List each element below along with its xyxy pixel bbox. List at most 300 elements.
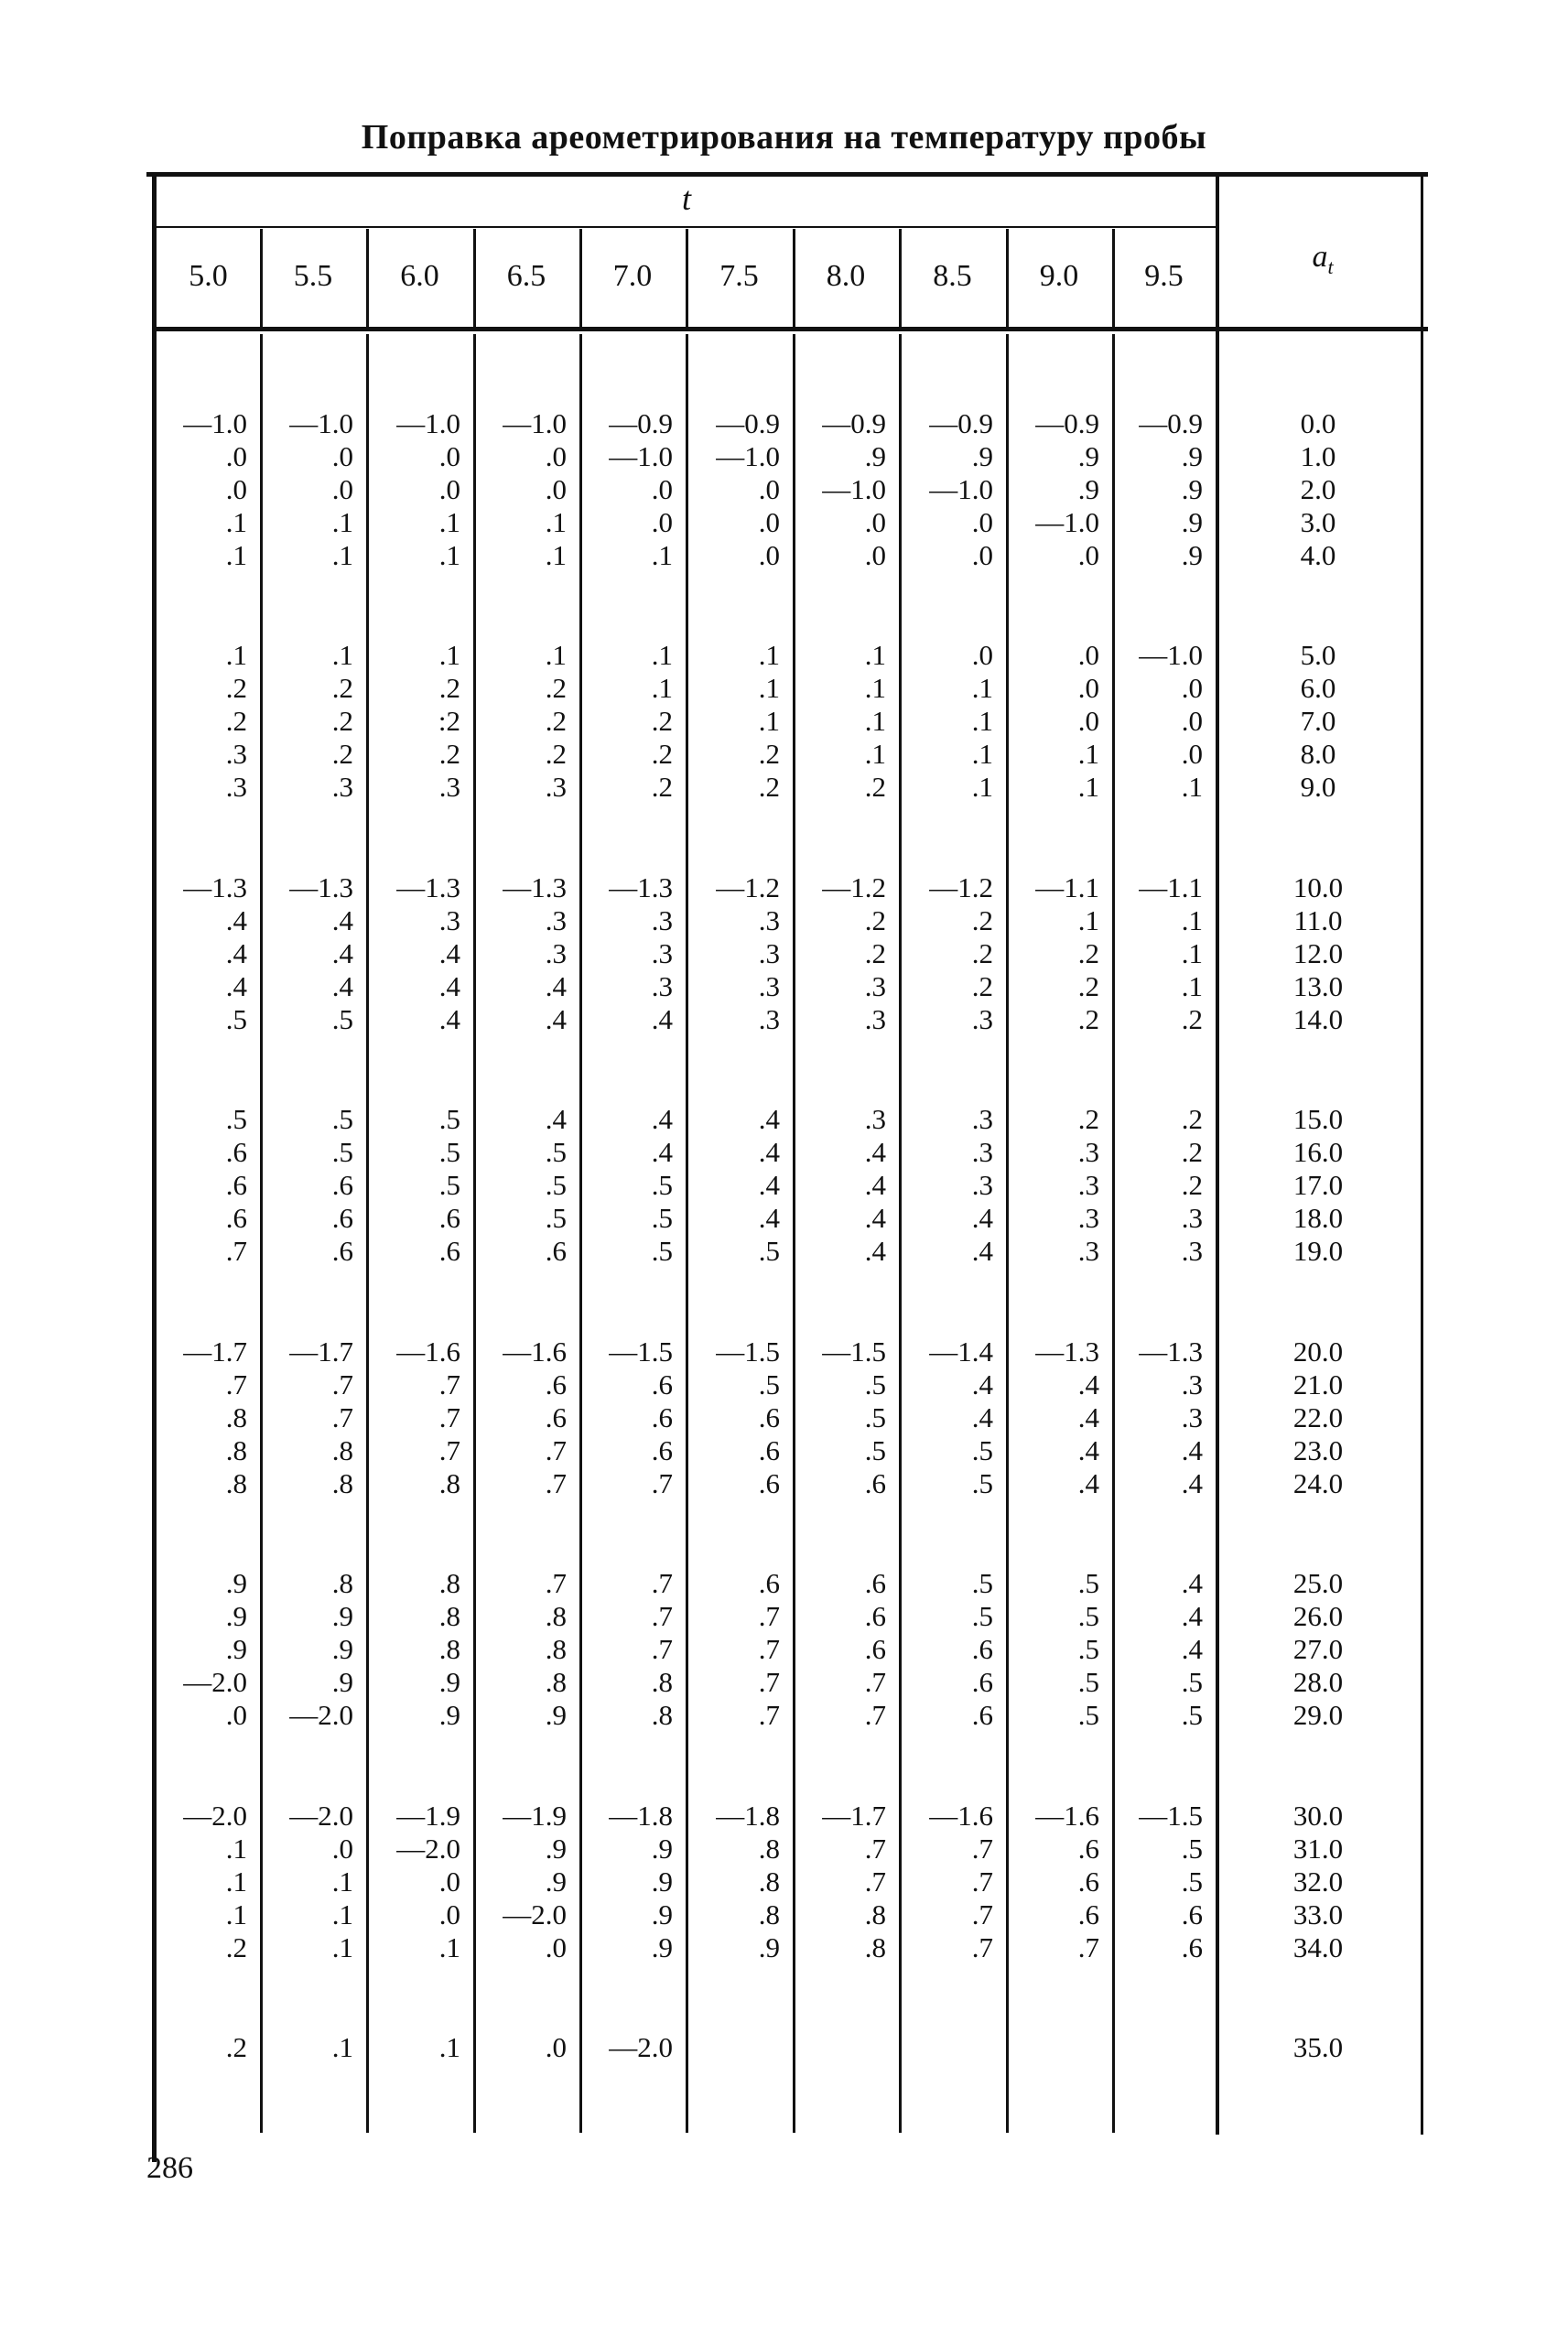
table-cell: .2 — [758, 771, 780, 803]
table-cell: —1.3 — [1139, 1336, 1203, 1368]
value-column-block — [1112, 2031, 1203, 2064]
value-column-block — [157, 1800, 247, 1964]
table-cell: .8 — [438, 1633, 460, 1665]
table-cell: —1.9 — [396, 1800, 460, 1832]
value-column-block — [686, 1567, 780, 1732]
at-header-sub: t — [1327, 254, 1334, 278]
table-cell: .4 — [651, 1136, 673, 1168]
table-cell: .7 — [864, 1865, 886, 1898]
table-cell: .8 — [545, 1600, 567, 1632]
table-cell: .4 — [651, 1003, 673, 1035]
table-cell: .1 — [1181, 970, 1203, 1002]
table-cell: .6 — [545, 1235, 567, 1267]
table-cell: .8 — [438, 1600, 460, 1632]
table-cell: .7 — [758, 1633, 780, 1665]
table-cell: .3 — [971, 1003, 993, 1035]
table-cell: .1 — [545, 639, 567, 671]
table-cell: .0 — [1077, 672, 1099, 704]
table-cell: .1 — [1077, 904, 1099, 936]
table-cell: .2 — [651, 738, 673, 770]
table-cell: .7 — [864, 1699, 886, 1731]
table-cell: .9 — [438, 1666, 460, 1698]
table-cell: —1.9 — [503, 1800, 567, 1832]
table-cell: —1.1 — [1139, 871, 1203, 903]
table-cell: .1 — [331, 539, 353, 571]
table-cell: .6 — [864, 1467, 886, 1499]
table-cell: .0 — [545, 2031, 567, 2063]
table-cell: .4 — [1181, 1633, 1203, 1665]
table-cell: .2 — [225, 2031, 247, 2063]
table-cell: .4 — [758, 1202, 780, 1234]
table-cell: .7 — [545, 1434, 567, 1466]
value-column-block — [793, 1103, 886, 1268]
table-cell: .6 — [331, 1235, 353, 1267]
table-cell: .1 — [438, 1931, 460, 1963]
table-cell: .3 — [1077, 1136, 1099, 1168]
value-column-block — [1006, 1336, 1099, 1500]
table-cell: .4 — [864, 1235, 886, 1267]
table-cell: .1 — [331, 1931, 353, 1963]
value-column-block — [793, 2031, 886, 2064]
value-column-block — [1112, 407, 1203, 572]
at-cell: 27.0 — [1292, 1633, 1344, 1665]
table-cell: .8 — [438, 1467, 460, 1499]
table-cell: .3 — [758, 970, 780, 1002]
table-cell: .2 — [225, 672, 247, 704]
table-cell: .1 — [1181, 937, 1203, 969]
table-cell: .2 — [331, 705, 353, 737]
at-cell: 2.0 — [1300, 473, 1336, 505]
table-cell: .8 — [864, 1931, 886, 1963]
table-cell: —1.7 — [183, 1336, 247, 1368]
table-cell: .3 — [545, 937, 567, 969]
table-cell: .1 — [758, 639, 780, 671]
table-cell: .1 — [545, 539, 567, 571]
at-header — [1263, 240, 1382, 279]
table-cell: .1 — [971, 672, 993, 704]
table-cell: .3 — [1181, 1202, 1203, 1234]
table-cell: .0 — [331, 1833, 353, 1865]
table-cell: —1.5 — [822, 1336, 886, 1368]
table-cell: .5 — [971, 1467, 993, 1499]
table-cell: .1 — [225, 506, 247, 538]
value-column-block — [899, 2031, 993, 2064]
value-column-block — [366, 407, 460, 572]
table-cell: .0 — [864, 539, 886, 571]
page-number: 286 — [146, 2151, 193, 2185]
table-cell: .4 — [438, 1003, 460, 1035]
table-cell: —1.0 — [609, 440, 673, 472]
table-cell: .1 — [651, 539, 673, 571]
table-cell: —1.8 — [609, 1800, 673, 1832]
table-cell: .5 — [545, 1202, 567, 1234]
value-column-block — [260, 1336, 353, 1500]
table-cell: .1 — [758, 705, 780, 737]
value-column-block — [686, 1103, 780, 1268]
table-cell: .6 — [331, 1202, 353, 1234]
table-cell: .4 — [545, 970, 567, 1002]
table-cell: —1.0 — [1035, 506, 1099, 538]
table-cell: .8 — [651, 1666, 673, 1698]
at-cell: 18.0 — [1292, 1202, 1344, 1234]
table-cell: .3 — [1181, 1401, 1203, 1433]
table-cell: .8 — [225, 1401, 247, 1433]
table-cell: .5 — [225, 1003, 247, 1035]
table-cell: .3 — [758, 1003, 780, 1035]
table-cell: —1.3 — [1035, 1336, 1099, 1368]
table-cell: —1.0 — [929, 473, 993, 505]
table-cell: .5 — [864, 1401, 886, 1433]
table-cell: .5 — [438, 1136, 460, 1168]
table-cell: .7 — [651, 1467, 673, 1499]
table-cell: —2.0 — [396, 1833, 460, 1865]
table-cell: .1 — [864, 705, 886, 737]
t-header-rule — [156, 226, 1217, 228]
table-cell: .2 — [545, 738, 567, 770]
at-cell: 9.0 — [1300, 771, 1336, 803]
table-cell: .6 — [1077, 1898, 1099, 1930]
table-cell: .3 — [758, 937, 780, 969]
t-column-header: 6.5 — [506, 259, 546, 293]
table-cell: .5 — [1181, 1833, 1203, 1865]
value-column-block — [473, 871, 567, 1036]
table-title: Поправка ареометрирования на температуру пробы — [361, 118, 1207, 157]
table-cell: .7 — [971, 1931, 993, 1963]
t-column-header: 7.5 — [719, 259, 759, 293]
t-column-header: 6.0 — [400, 259, 439, 293]
at-cell: 32.0 — [1292, 1865, 1344, 1898]
table-cell: .4 — [545, 1003, 567, 1035]
table-cell: .0 — [758, 539, 780, 571]
at-cell: 8.0 — [1300, 738, 1336, 770]
value-column-block — [1112, 1800, 1203, 1964]
table-cell: .4 — [331, 937, 353, 969]
at-cell: 29.0 — [1292, 1699, 1344, 1731]
table-cell: .0 — [864, 506, 886, 538]
table-cell: —1.5 — [716, 1336, 780, 1368]
value-column-block — [1112, 1336, 1203, 1500]
at-cell: 34.0 — [1292, 1931, 1344, 1963]
value-column-block — [157, 1567, 247, 1732]
table-cell: .7 — [651, 1633, 673, 1665]
table-cell: .5 — [225, 1103, 247, 1135]
value-column-block — [260, 639, 353, 804]
table-cell: .4 — [1077, 1368, 1099, 1400]
table-cell: .4 — [864, 1169, 886, 1201]
table-cell: —1.2 — [929, 871, 993, 903]
table-cell: .7 — [758, 1699, 780, 1731]
value-column-block — [899, 1103, 993, 1268]
table-cell: .1 — [1181, 771, 1203, 803]
table-cell: .3 — [864, 1103, 886, 1135]
table-cell: .4 — [225, 970, 247, 1002]
at-cell: 16.0 — [1292, 1136, 1344, 1168]
table-cell: .5 — [971, 1567, 993, 1599]
table-cell: —1.0 — [1139, 639, 1203, 671]
table-cell: .7 — [971, 1833, 993, 1865]
table-cell: .7 — [331, 1368, 353, 1400]
t-column-header: 9.5 — [1144, 259, 1184, 293]
table-cell: .2 — [864, 904, 886, 936]
table-cell: .8 — [225, 1467, 247, 1499]
value-column-block — [793, 871, 886, 1036]
at-column-block — [1254, 871, 1382, 1036]
table-cell: .2 — [545, 705, 567, 737]
table-cell: .6 — [864, 1567, 886, 1599]
table-cell: .2 — [438, 672, 460, 704]
at-header-main: a — [1312, 240, 1328, 274]
table-cell: .3 — [1181, 1235, 1203, 1267]
table-cell: .5 — [651, 1169, 673, 1201]
at-column-block — [1254, 1800, 1382, 1964]
value-column-block — [686, 871, 780, 1036]
table-cell: .7 — [758, 1600, 780, 1632]
table-cell: .3 — [438, 771, 460, 803]
value-column-block — [793, 639, 886, 804]
table-cell: .0 — [1077, 705, 1099, 737]
table-cell: .1 — [971, 771, 993, 803]
table-cell: .5 — [971, 1600, 993, 1632]
table-cell: .8 — [864, 1898, 886, 1930]
table-cell: —2.0 — [289, 1699, 353, 1731]
value-column-block — [366, 639, 460, 804]
table-cell: .7 — [1077, 1931, 1099, 1963]
value-column-block — [899, 1567, 993, 1732]
table-cell: .9 — [651, 1865, 673, 1898]
table-cell: .8 — [758, 1865, 780, 1898]
at-cell: 12.0 — [1292, 937, 1344, 969]
value-column-block — [793, 1800, 886, 1964]
table-cell: .1 — [971, 705, 993, 737]
table-cell: .5 — [864, 1434, 886, 1466]
table-cell: .6 — [438, 1202, 460, 1234]
table-cell: .2 — [1077, 970, 1099, 1002]
table-cell: .6 — [758, 1401, 780, 1433]
value-column-block — [366, 871, 460, 1036]
value-column-block — [1112, 1567, 1203, 1732]
table-cell: :2 — [438, 705, 460, 737]
table-cell: .1 — [225, 1865, 247, 1898]
value-column-block — [157, 871, 247, 1036]
table-cell: .4 — [331, 904, 353, 936]
value-column-block — [366, 1336, 460, 1500]
table-cell: .1 — [971, 738, 993, 770]
table-cell: .5 — [438, 1103, 460, 1135]
table-cell: —1.6 — [929, 1800, 993, 1832]
table-cell: .3 — [864, 1003, 886, 1035]
table-cell: .9 — [545, 1865, 567, 1898]
table-cell: .5 — [758, 1235, 780, 1267]
table-cell: .0 — [758, 506, 780, 538]
table-cell: .5 — [438, 1169, 460, 1201]
table-cell: .4 — [438, 970, 460, 1002]
table-cell: —1.4 — [929, 1336, 993, 1368]
at-column-block — [1254, 407, 1382, 572]
table-cell: .4 — [1077, 1401, 1099, 1433]
value-column-block — [366, 1103, 460, 1268]
at-cell: 35.0 — [1292, 2031, 1344, 2063]
table-cell: .9 — [545, 1833, 567, 1865]
table-cell: .3 — [225, 771, 247, 803]
table-cell: .7 — [438, 1401, 460, 1433]
table-cell: .9 — [438, 1699, 460, 1731]
value-column-block — [793, 407, 886, 572]
table-cell: .6 — [971, 1633, 993, 1665]
table-cell: .0 — [331, 440, 353, 472]
table-cell: .1 — [225, 1833, 247, 1865]
table-cell: .5 — [1077, 1699, 1099, 1731]
value-column-block — [260, 2031, 353, 2064]
at-column-block — [1254, 639, 1382, 804]
table-cell: .0 — [545, 440, 567, 472]
table-cell: .3 — [971, 1136, 993, 1168]
at-cell: 3.0 — [1300, 506, 1336, 538]
at-cell: 21.0 — [1292, 1368, 1344, 1400]
value-column-block — [366, 2031, 460, 2064]
table-cell: —2.0 — [183, 1800, 247, 1832]
at-cell: 14.0 — [1292, 1003, 1344, 1035]
at-cell: 0.0 — [1300, 407, 1336, 439]
table-cell: .9 — [1181, 506, 1203, 538]
table-cell: .3 — [1077, 1235, 1099, 1267]
table-cell: —0.9 — [1035, 407, 1099, 439]
value-column-block — [1006, 1800, 1099, 1964]
table-cell: .0 — [1181, 705, 1203, 737]
table-cell: .4 — [1181, 1467, 1203, 1499]
table-cell: —1.3 — [609, 871, 673, 903]
table-cell: .1 — [225, 1898, 247, 1930]
value-column-block — [1006, 871, 1099, 1036]
at-cell: 17.0 — [1292, 1169, 1344, 1201]
table-cell: .4 — [758, 1103, 780, 1135]
table-cell: .5 — [1077, 1567, 1099, 1599]
table-cell: .7 — [864, 1666, 886, 1698]
table-cell: .7 — [758, 1666, 780, 1698]
table-cell: .9 — [651, 1898, 673, 1930]
t-column-header: 5.0 — [189, 259, 228, 293]
table-cell: —1.6 — [1035, 1800, 1099, 1832]
table-cell: .4 — [1181, 1600, 1203, 1632]
table-cell: .2 — [438, 738, 460, 770]
at-column-block — [1254, 1336, 1382, 1500]
table-cell: .5 — [971, 1434, 993, 1466]
table-cell: .6 — [1181, 1898, 1203, 1930]
table-cell: .4 — [864, 1202, 886, 1234]
table-cell: —1.3 — [503, 871, 567, 903]
table-cell: .3 — [545, 904, 567, 936]
table-cell: —2.0 — [183, 1666, 247, 1698]
table-cell: .7 — [971, 1898, 993, 1930]
table-cell: .7 — [545, 1567, 567, 1599]
table-cell: .6 — [758, 1567, 780, 1599]
value-column-block — [1112, 1103, 1203, 1268]
table-cell: .6 — [225, 1202, 247, 1234]
at-cell: 10.0 — [1292, 871, 1344, 903]
table-cell: .2 — [864, 937, 886, 969]
table-cell: .6 — [1077, 1865, 1099, 1898]
table-cell: .7 — [225, 1368, 247, 1400]
table-cell: .5 — [331, 1103, 353, 1135]
value-column-block — [793, 1567, 886, 1732]
value-column-block — [157, 2031, 247, 2064]
table-cell: —0.9 — [929, 407, 993, 439]
table-cell: .4 — [545, 1103, 567, 1135]
table-cell: .7 — [971, 1865, 993, 1898]
table-cell: .9 — [1181, 539, 1203, 571]
table-cell: .2 — [1181, 1003, 1203, 1035]
table-cell: .5 — [1181, 1666, 1203, 1698]
table-cell: .7 — [651, 1567, 673, 1599]
table-cell: .4 — [971, 1235, 993, 1267]
table-cell: .0 — [971, 539, 993, 571]
value-column-block — [260, 1567, 353, 1732]
table-cell: —1.5 — [609, 1336, 673, 1368]
table-cell: .7 — [438, 1434, 460, 1466]
value-column-block — [793, 1336, 886, 1500]
table-cell: —1.3 — [396, 871, 460, 903]
table-cell: .9 — [545, 1699, 567, 1731]
table-cell: .2 — [1077, 937, 1099, 969]
table-cell: .6 — [651, 1434, 673, 1466]
table-cell — [1006, 2031, 1099, 2064]
table-cell: .1 — [331, 1865, 353, 1898]
table-cell: .5 — [758, 1368, 780, 1400]
value-column-block — [686, 407, 780, 572]
table-cell: .1 — [651, 672, 673, 704]
table-cell: .0 — [438, 1898, 460, 1930]
at-cell: 4.0 — [1300, 539, 1336, 571]
at-column-block — [1254, 1103, 1382, 1268]
at-cell: 19.0 — [1292, 1235, 1344, 1267]
value-column-block — [1006, 1567, 1099, 1732]
table-cell: .6 — [971, 1666, 993, 1698]
table-cell: .0 — [971, 506, 993, 538]
table-cell: .4 — [1077, 1467, 1099, 1499]
table-cell: .8 — [331, 1467, 353, 1499]
table-cell: .4 — [864, 1136, 886, 1168]
table-cell: .5 — [1077, 1633, 1099, 1665]
table-cell: .0 — [1181, 738, 1203, 770]
table-cell: —1.0 — [822, 473, 886, 505]
table-cell: .6 — [864, 1633, 886, 1665]
table-cell: .5 — [1181, 1699, 1203, 1731]
table-cell: —1.6 — [503, 1336, 567, 1368]
value-column-block — [579, 1336, 673, 1500]
at-cell: 26.0 — [1292, 1600, 1344, 1632]
table-cell: —1.3 — [183, 871, 247, 903]
at-column-block — [1254, 2031, 1382, 2064]
table-cell: .3 — [651, 970, 673, 1002]
table-cell: —1.0 — [183, 407, 247, 439]
table-cell: .8 — [438, 1567, 460, 1599]
table-cell: —1.0 — [716, 440, 780, 472]
table-cell: .8 — [225, 1434, 247, 1466]
value-column-block — [1006, 2031, 1099, 2064]
value-column-block — [473, 1336, 567, 1500]
table-cell: .1 — [864, 639, 886, 671]
table-cell: .1 — [331, 2031, 353, 2063]
table-cell: .9 — [758, 1931, 780, 1963]
at-cell: 11.0 — [1293, 904, 1343, 936]
table-cell: .2 — [651, 705, 673, 737]
table-cell: .0 — [225, 473, 247, 505]
table-cell: .9 — [651, 1931, 673, 1963]
right-border — [1421, 176, 1423, 2135]
value-column-block — [366, 1567, 460, 1732]
t-header: t — [681, 180, 691, 217]
table-cell: .1 — [438, 506, 460, 538]
at-cell: 31.0 — [1292, 1833, 1344, 1865]
